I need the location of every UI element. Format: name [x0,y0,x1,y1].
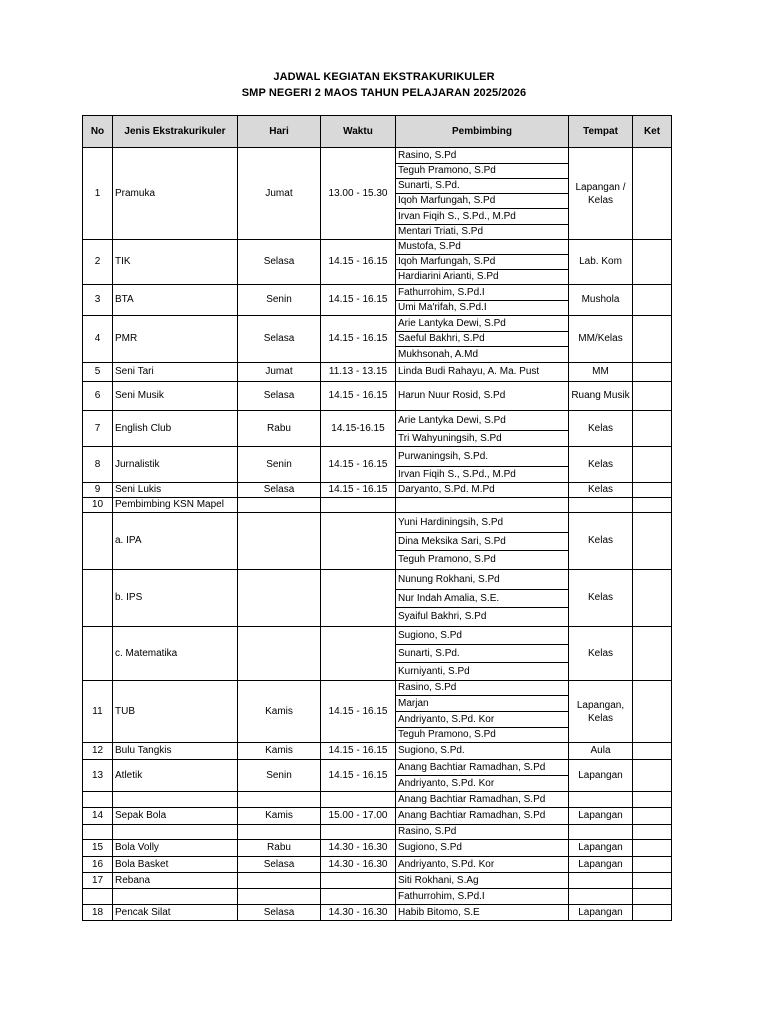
cell-no [83,889,113,905]
cell-jenis: TIK [113,240,238,285]
cell-hari [238,792,321,808]
cell-waktu: 14.30 - 16.30 [321,857,396,873]
cell-tempat: Kelas [569,570,633,627]
cell-pembimbing [396,498,569,513]
cell-hari: Selasa [238,483,321,498]
cell-no: 16 [83,857,113,873]
cell-tempat: Ruang Musik [569,382,633,411]
header-no: No [83,116,113,148]
schedule-body [83,148,672,921]
cell-pembimbing: Yuni Hardiningsih, S.Pd [396,513,569,533]
cell-ket [633,825,672,840]
cell-no: 6 [83,382,113,411]
cell-ket [633,363,672,382]
cell-pembimbing: Syaiful Bakhri, S.Pd [396,608,569,627]
cell-no [83,627,113,681]
cell-pembimbing: Harun Nuur Rosid, S.Pd [396,382,569,411]
cell-jenis: a. IPA [113,513,238,570]
cell-no: 10 [83,498,113,513]
cell-jenis: Seni Lukis [113,483,238,498]
cell-hari: Kamis [238,743,321,760]
cell-no: 3 [83,285,113,316]
cell-jenis: b. IPS [113,570,238,627]
table-row [83,382,672,411]
cell-no: 12 [83,743,113,760]
cell-waktu [321,627,396,681]
cell-hari [238,873,321,889]
cell-ket [633,873,672,889]
table-row [83,148,672,164]
cell-pembimbing: Iqoh Marfungah, S.Pd [396,194,569,209]
header-jenis: Jenis Ekstrakurikuler [113,116,238,148]
cell-pembimbing: Umi Ma'rifah, S.Pd.I [396,301,569,316]
cell-waktu: 14.15-16.15 [321,411,396,447]
cell-pembimbing: Iqoh Marfungah, S.Pd [396,255,569,270]
table-row [83,447,672,467]
cell-waktu [321,513,396,570]
table-row [83,240,672,255]
cell-tempat [569,889,633,905]
cell-waktu: 14.15 - 16.15 [321,483,396,498]
cell-pembimbing: Anang Bachtiar Ramadhan, S.Pd [396,808,569,825]
cell-pembimbing: Linda Budi Rahayu, A. Ma. Pust [396,363,569,382]
cell-pembimbing: Habib Bitomo, S.E [396,905,569,921]
cell-no: 18 [83,905,113,921]
cell-hari: Senin [238,285,321,316]
cell-ket [633,411,672,447]
cell-pembimbing: Andriyanto, S.Pd. Kor [396,776,569,792]
cell-waktu: 11.13 - 13.15 [321,363,396,382]
cell-jenis [113,889,238,905]
cell-pembimbing: Sugiono, S.Pd [396,840,569,857]
cell-pembimbing: Purwaningsih, S.Pd. [396,447,569,467]
cell-ket [633,808,672,825]
cell-waktu: 15.00 - 17.00 [321,808,396,825]
cell-ket [633,627,672,681]
cell-pembimbing: Mustofa, S.Pd [396,240,569,255]
cell-waktu [321,498,396,513]
cell-tempat: Lapangan [569,840,633,857]
cell-no: 13 [83,760,113,792]
cell-waktu: 14.15 - 16.15 [321,743,396,760]
cell-jenis: Pembimbing KSN Mapel [113,498,238,513]
cell-waktu: 14.30 - 16.30 [321,905,396,921]
cell-hari: Jumat [238,148,321,240]
cell-jenis: Bola Volly [113,840,238,857]
header-pembimbing: Pembimbing [396,116,569,148]
table-row [83,627,672,645]
cell-ket [633,792,672,808]
cell-jenis: Sepak Bola [113,808,238,825]
cell-hari [238,627,321,681]
cell-waktu: 14.15 - 16.15 [321,447,396,483]
cell-hari [238,513,321,570]
table-row [83,792,672,808]
cell-pembimbing: Tri Wahyuningsih, S.Pd [396,431,569,447]
cell-no: 2 [83,240,113,285]
table-row [83,808,672,825]
cell-no: 5 [83,363,113,382]
cell-waktu: 14.15 - 16.15 [321,285,396,316]
cell-no: 11 [83,681,113,743]
cell-no [83,825,113,840]
cell-jenis: c. Matematika [113,627,238,681]
table-row [83,411,672,431]
cell-ket [633,889,672,905]
cell-tempat: Mushola [569,285,633,316]
table-row [83,316,672,332]
cell-tempat: Kelas [569,411,633,447]
cell-pembimbing: Sunarti, S.Pd. [396,179,569,194]
cell-pembimbing: Irvan Fiqih S., S.Pd., M.Pd [396,467,569,483]
table-row [83,483,672,498]
cell-waktu: 14.15 - 16.15 [321,240,396,285]
cell-no [83,792,113,808]
cell-pembimbing: Daryanto, S.Pd. M.Pd [396,483,569,498]
cell-tempat: Lapangan, Kelas [569,681,633,743]
cell-hari [238,498,321,513]
cell-hari: Jumat [238,363,321,382]
cell-jenis: BTA [113,285,238,316]
table-row [83,889,672,905]
cell-pembimbing: Sugiono, S.Pd. [396,743,569,760]
cell-hari: Kamis [238,808,321,825]
cell-ket [633,570,672,627]
cell-hari: Rabu [238,411,321,447]
cell-pembimbing: Sugiono, S.Pd [396,627,569,645]
cell-hari [238,825,321,840]
cell-pembimbing: Teguh Pramono, S.Pd [396,164,569,179]
cell-ket [633,447,672,483]
cell-waktu [321,889,396,905]
cell-pembimbing: Marjan [396,696,569,712]
cell-tempat: MM [569,363,633,382]
cell-pembimbing: Anang Bachtiar Ramadhan, S.Pd [396,792,569,808]
schedule-table [82,115,672,921]
cell-hari: Rabu [238,840,321,857]
cell-waktu: 14.15 - 16.15 [321,760,396,792]
cell-jenis: Rebana [113,873,238,889]
cell-ket [633,498,672,513]
cell-ket [633,760,672,792]
table-row [83,857,672,873]
cell-jenis: Bulu Tangkis [113,743,238,760]
cell-jenis [113,792,238,808]
cell-tempat: Kelas [569,627,633,681]
cell-no: 14 [83,808,113,825]
cell-no [83,513,113,570]
cell-jenis: PMR [113,316,238,363]
cell-pembimbing: Andriyanto, S.Pd. Kor [396,857,569,873]
cell-no: 17 [83,873,113,889]
header-tempat: Tempat [569,116,633,148]
cell-ket [633,681,672,743]
cell-tempat: Lapangan [569,760,633,792]
cell-tempat: Lapangan [569,808,633,825]
cell-jenis: English Club [113,411,238,447]
cell-no [83,570,113,627]
cell-jenis: Pramuka [113,148,238,240]
table-row [83,760,672,776]
cell-pembimbing: Mukhsonah, A.Md [396,347,569,363]
cell-no: 4 [83,316,113,363]
cell-no: 8 [83,447,113,483]
cell-tempat [569,873,633,889]
cell-no: 1 [83,148,113,240]
cell-hari: Selasa [238,905,321,921]
cell-pembimbing: Siti Rokhani, S.Ag [396,873,569,889]
table-row [83,513,672,533]
header-hari: Hari [238,116,321,148]
cell-tempat: Kelas [569,513,633,570]
cell-waktu: 14.15 - 16.15 [321,316,396,363]
cell-hari: Selasa [238,316,321,363]
cell-ket [633,857,672,873]
cell-hari: Senin [238,447,321,483]
cell-tempat: MM/Kelas [569,316,633,363]
cell-waktu [321,792,396,808]
cell-pembimbing: Teguh Pramono, S.Pd [396,728,569,743]
cell-waktu: 13.00 - 15.30 [321,148,396,240]
cell-tempat: Aula [569,743,633,760]
cell-hari: Selasa [238,240,321,285]
cell-pembimbing: Nur Indah Amalia, S.E. [396,590,569,608]
cell-ket [633,905,672,921]
cell-pembimbing: Fathurrohim, S.Pd.I [396,285,569,301]
table-row [83,840,672,857]
cell-pembimbing: Nunung Rokhani, S.Pd [396,570,569,590]
cell-pembimbing: Rasino, S.Pd [396,825,569,840]
cell-tempat: Kelas [569,483,633,498]
table-row [83,363,672,382]
cell-waktu [321,825,396,840]
cell-tempat: Kelas [569,447,633,483]
document-title: JADWAL KEGIATAN EKSTRAKURIKULER [273,71,495,83]
cell-pembimbing: Teguh Pramono, S.Pd [396,551,569,570]
cell-pembimbing: Kurniyanti, S.Pd [396,663,569,681]
cell-hari [238,570,321,627]
cell-jenis: Atletik [113,760,238,792]
cell-pembimbing: Saeful Bakhri, S.Pd [396,332,569,347]
cell-waktu: 14.30 - 16.30 [321,840,396,857]
cell-pembimbing: Rasino, S.Pd [396,148,569,164]
cell-tempat: Lapangan [569,857,633,873]
cell-tempat [569,498,633,513]
cell-ket [633,483,672,498]
cell-pembimbing: Mentari Triati, S.Pd [396,225,569,240]
cell-jenis: Bola Basket [113,857,238,873]
cell-pembimbing: Arie Lantyka Dewi, S.Pd [396,411,569,431]
cell-pembimbing: Fathurrohim, S.Pd.I [396,889,569,905]
cell-tempat [569,825,633,840]
cell-jenis: Pencak Silat [113,905,238,921]
header-ket: Ket [633,116,672,148]
cell-hari: Kamis [238,681,321,743]
header-waktu: Waktu [321,116,396,148]
cell-pembimbing: Arie Lantyka Dewi, S.Pd [396,316,569,332]
cell-waktu: 14.15 - 16.15 [321,382,396,411]
cell-hari [238,889,321,905]
cell-tempat: Lab. Kom [569,240,633,285]
cell-tempat: Lapangan / Kelas [569,148,633,240]
cell-ket [633,316,672,363]
table-row [83,825,672,840]
cell-no: 9 [83,483,113,498]
cell-ket [633,240,672,285]
cell-no: 15 [83,840,113,857]
table-row [83,285,672,301]
table-row [83,873,672,889]
cell-pembimbing: Rasino, S.Pd [396,681,569,696]
table-row [83,905,672,921]
cell-tempat [569,792,633,808]
cell-hari: Senin [238,760,321,792]
table-row [83,681,672,696]
cell-ket [633,285,672,316]
cell-ket [633,743,672,760]
cell-pembimbing: Dina Meksika Sari, S.Pd [396,533,569,551]
cell-ket [633,513,672,570]
cell-waktu [321,570,396,627]
cell-tempat: Lapangan [569,905,633,921]
cell-hari: Selasa [238,857,321,873]
title-block [0,69,768,101]
cell-jenis: Seni Tari [113,363,238,382]
cell-pembimbing: Hardiarini Arianti, S.Pd [396,270,569,285]
cell-pembimbing: Anang Bachtiar Ramadhan, S.Pd [396,760,569,776]
cell-pembimbing: Andriyanto, S.Pd. Kor [396,712,569,728]
cell-ket [633,148,672,240]
document-subtitle: SMP NEGERI 2 MAOS TAHUN PELAJARAN 2025/2026 [241,87,527,99]
cell-pembimbing: Irvan Fiqih S., S.Pd., M.Pd [396,209,569,225]
cell-no: 7 [83,411,113,447]
cell-ket [633,382,672,411]
cell-jenis: TUB [113,681,238,743]
cell-ket [633,840,672,857]
table-row [83,743,672,760]
cell-jenis: Jurnalistik [113,447,238,483]
table-header-row [83,116,672,148]
cell-pembimbing: Sunarti, S.Pd. [396,645,569,663]
cell-jenis: Seni Musik [113,382,238,411]
table-row [83,570,672,590]
cell-jenis [113,825,238,840]
cell-waktu [321,873,396,889]
cell-waktu: 14.15 - 16.15 [321,681,396,743]
cell-hari: Selasa [238,382,321,411]
table-row [83,498,672,513]
